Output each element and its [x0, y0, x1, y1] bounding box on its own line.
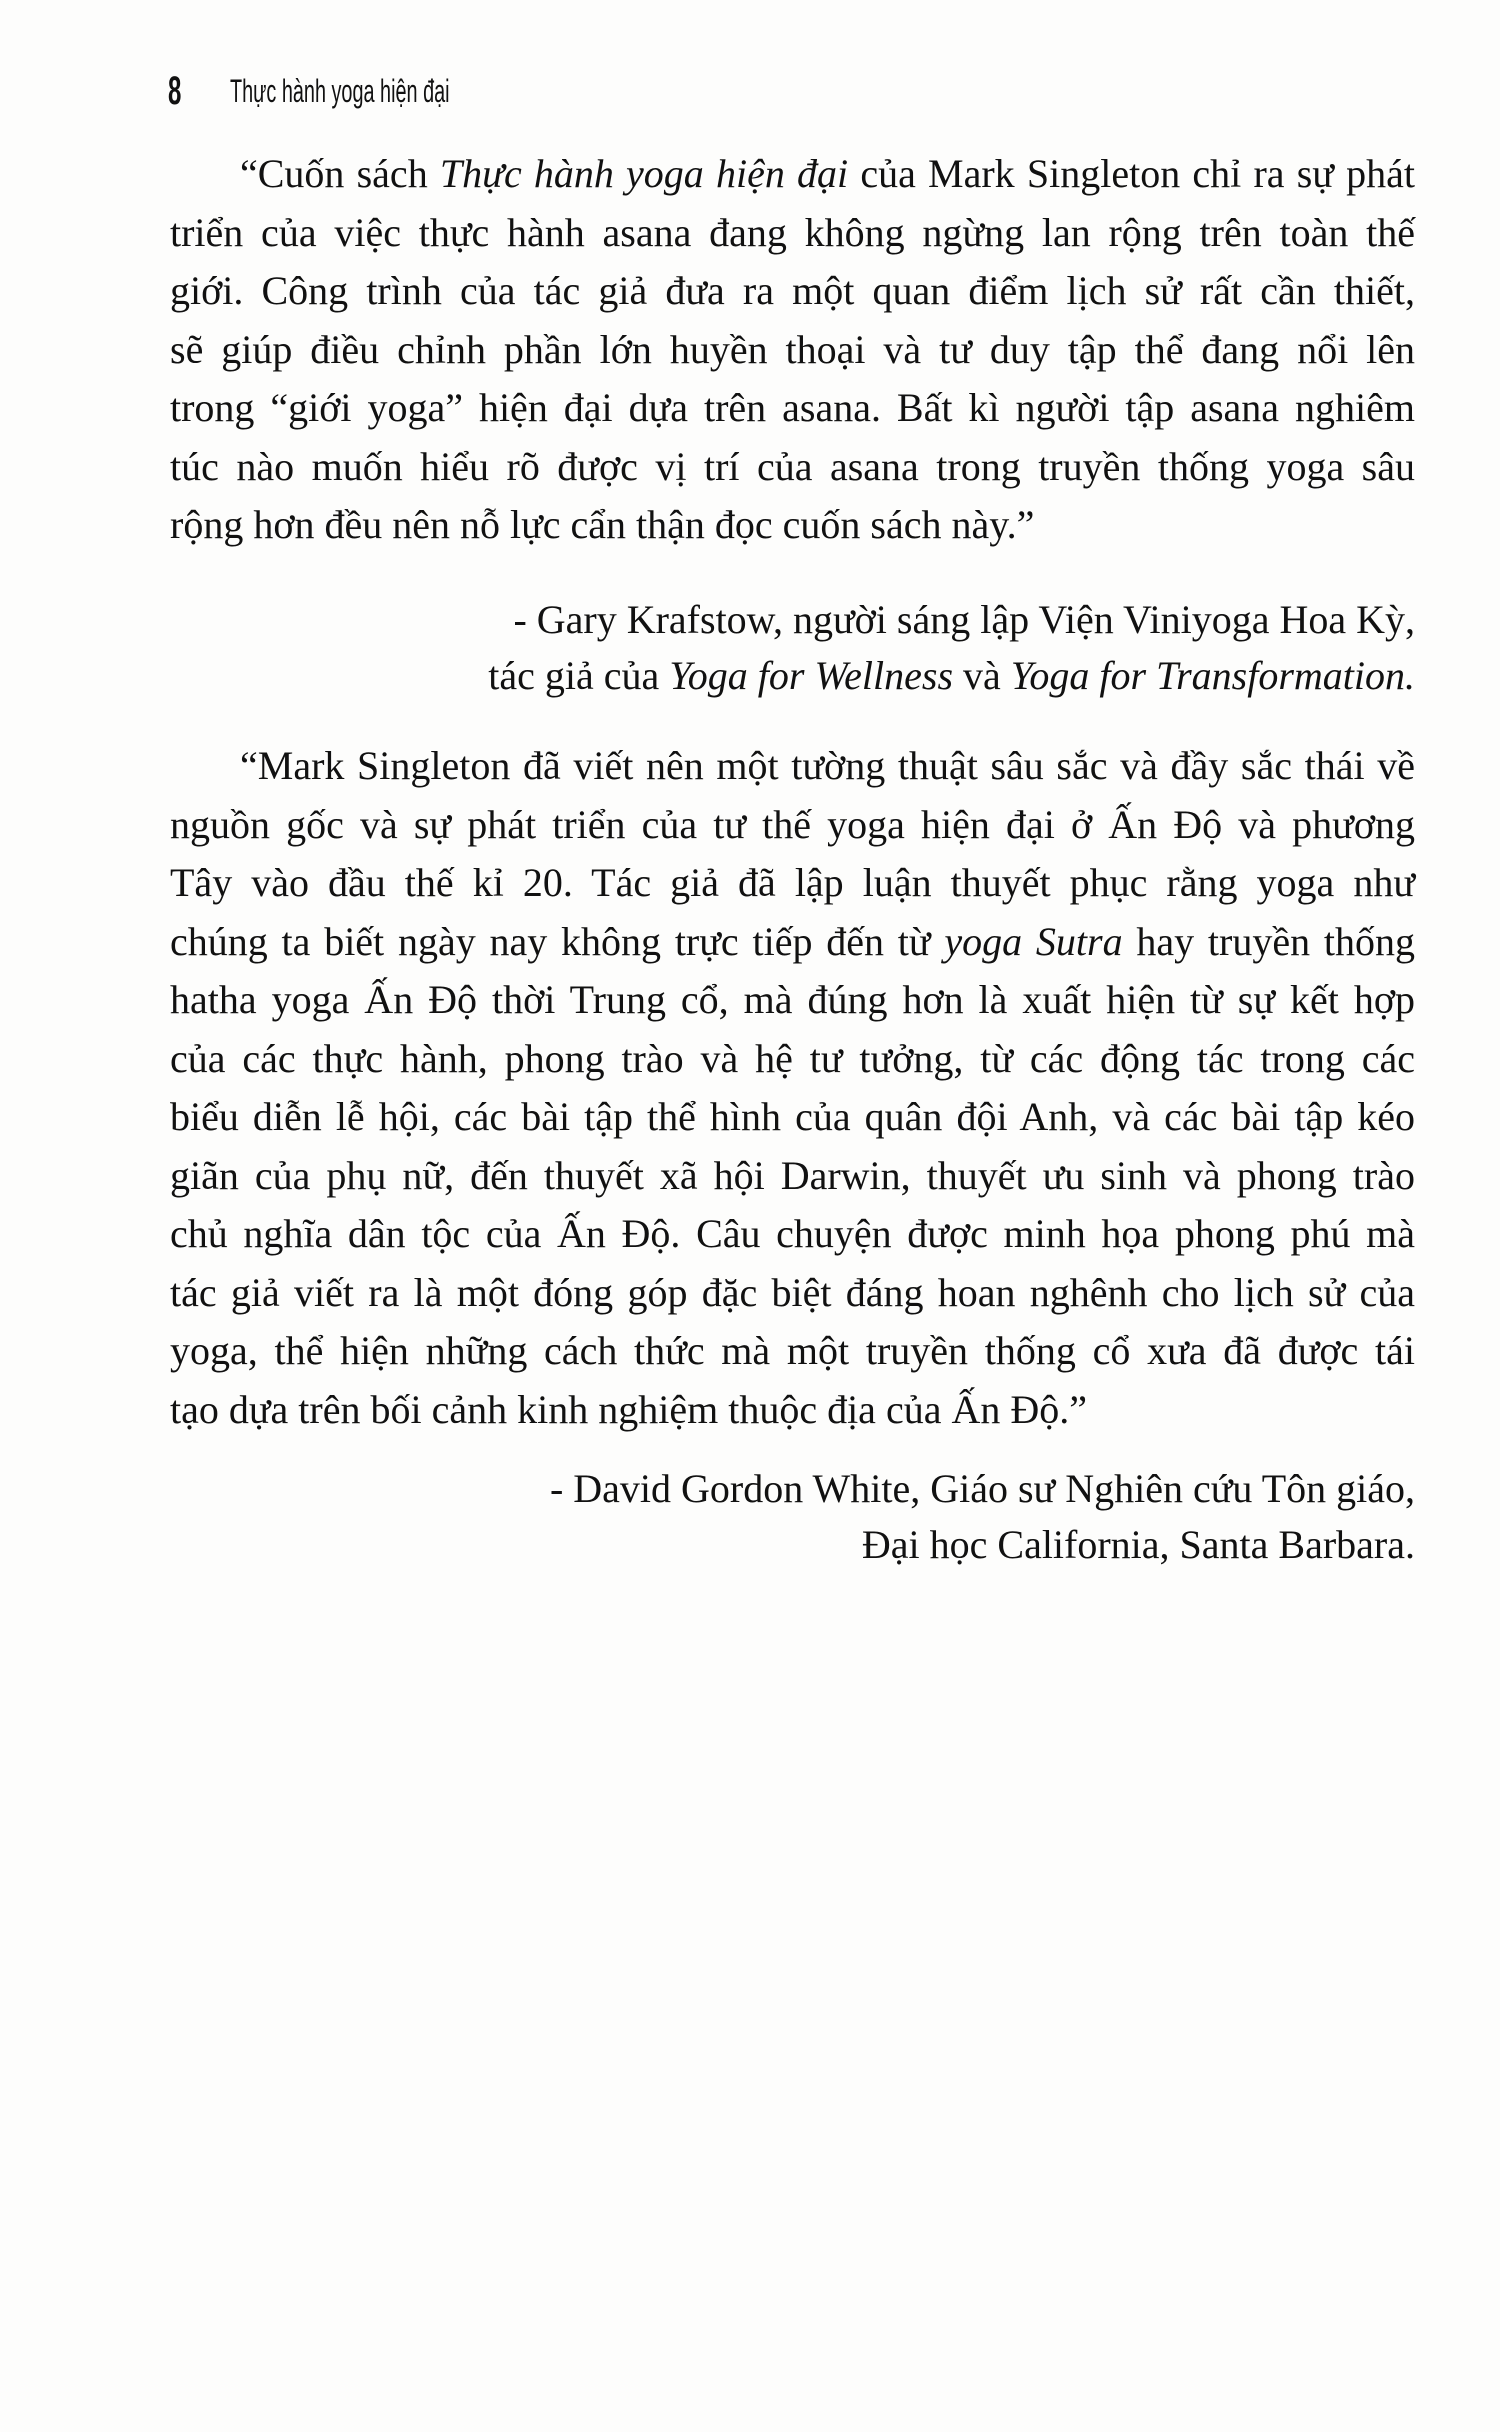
text-run: Tây vào đầu thế kỉ 20. Tác giả đã lập luận thuyết phục rằng yoga như	[170, 860, 1415, 905]
text-run: chúng ta biết ngày nay không trực tiếp đến từ	[170, 918, 945, 964]
attribution-line	[170, 648, 1415, 704]
text-line	[170, 971, 1415, 1030]
italic-title: Thực hành yoga hiện đại	[439, 151, 849, 196]
italic-title: Yoga for Wellness	[669, 653, 954, 698]
text-run: chủ nghĩa dân tộc của Ấn Độ. Câu chuyện được minh họa phong phú mà	[170, 1211, 1415, 1256]
text-line	[170, 262, 1415, 321]
text-line	[170, 1147, 1415, 1206]
running-header	[168, 68, 584, 114]
text-run: giới. Công trình của tác giả đưa ra một quan điểm lịch sử rất cần thiết,	[170, 268, 1415, 313]
text-run: sẽ giúp điều chỉnh phần lớn huyền thoại và tư duy tập thể đang nổi lên	[170, 326, 1415, 372]
text-run: “Mark Singleton đã viết nên một tường thuật sâu sắc và đầy sắc thái về	[240, 743, 1415, 788]
text-line	[170, 1030, 1415, 1089]
quote-1	[170, 145, 1415, 555]
text-line	[170, 796, 1415, 855]
text-line	[170, 1205, 1415, 1264]
text-run: rộng hơn đều nên nỗ lực cẩn thận đọc cuốn sách này.”	[170, 502, 1035, 547]
text-run: giãn của phụ nữ, đến thuyết xã hội Darwin, thuyết ưu sinh và phong trào	[170, 1152, 1415, 1198]
attribution-line	[170, 592, 1415, 648]
text-line	[170, 321, 1415, 380]
quote-1-attribution	[170, 592, 1415, 704]
text-run: “Cuốn sách	[240, 151, 440, 196]
text-run: biểu diễn lễ hội, các bài tập thể hình của quân đội Anh, và các bài tập kéo	[170, 1094, 1415, 1139]
text-run: túc nào muốn hiểu rõ được vị trí của asana trong truyền thống yoga sâu	[170, 443, 1415, 489]
quote-2	[170, 737, 1415, 1439]
attribution-line	[170, 1461, 1415, 1517]
text-run: hatha yoga Ấn Độ thời Trung cổ, mà đúng hơn là xuất hiện từ sự kết hợp	[170, 977, 1415, 1022]
text-run: yoga, thể hiện những cách thức mà một truyền thống cổ xưa đã được tái	[170, 1328, 1415, 1373]
text-run: tác giả viết ra là một đóng góp đặc biệt đáng hoan nghênh cho lịch sử của	[170, 1269, 1415, 1315]
running-title: Thực hành yoga hiện đại	[230, 72, 450, 109]
quote-2-attribution	[170, 1461, 1415, 1573]
text-line	[170, 854, 1415, 913]
text-run: hay truyền thống	[1122, 918, 1415, 964]
text-line	[170, 379, 1415, 438]
text-run: của Mark Singleton chỉ ra sự phát	[848, 151, 1415, 196]
attribution-line	[170, 1517, 1415, 1573]
text-run: trong “giới yoga” hiện đại dựa trên asana. Bất kì người tập asana nghiêm	[170, 385, 1415, 430]
italic-title: Yoga for Transformation.	[1010, 653, 1415, 698]
text-line	[170, 737, 1415, 796]
text-run: - Gary Krafstow, người sáng lập Viện Viniyoga Hoa Kỳ,	[513, 597, 1415, 642]
text-line	[170, 145, 1415, 204]
text-run: - David Gordon White, Giáo sư Nghiên cứu Tôn giáo,	[549, 1466, 1415, 1511]
text-run: triển của việc thực hành asana đang không ngừng lan rộng trên toàn thế	[170, 209, 1415, 255]
text-line	[170, 1322, 1415, 1381]
text-run: của các thực hành, phong trào và hệ tư tưởng, từ các động tác trong các	[170, 1035, 1415, 1081]
text-run: tác giả của	[488, 653, 670, 698]
text-line	[170, 1264, 1415, 1323]
text-line	[170, 913, 1415, 972]
text-line	[170, 1088, 1415, 1147]
text-line	[170, 1381, 1415, 1440]
text-run: Đại học California, Santa Barbara.	[861, 1522, 1415, 1567]
text-line	[170, 496, 1415, 555]
text-run: nguồn gốc và sự phát triển của tư thế yoga hiện đại ở Ấn Độ và phương	[170, 801, 1415, 847]
text-run: tạo dựa trên bối cảnh kinh nghiệm thuộc địa của Ấn Độ.”	[170, 1386, 1087, 1432]
italic-title: yoga Sutra	[944, 918, 1123, 964]
text-run: và	[953, 653, 1011, 698]
page-number: 8	[168, 68, 182, 113]
text-line	[170, 438, 1415, 497]
text-line	[170, 204, 1415, 263]
